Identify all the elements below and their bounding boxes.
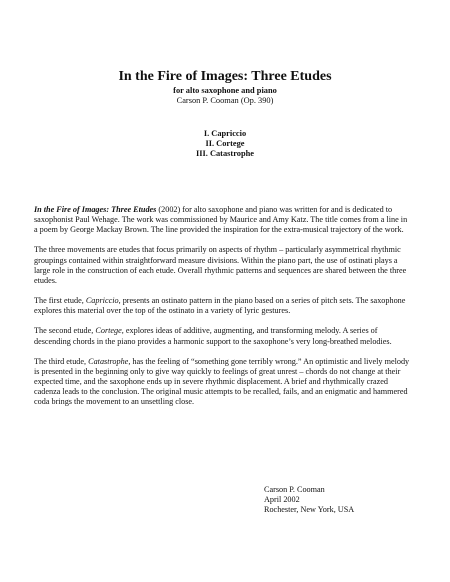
signature-name: Carson P. Cooman (264, 485, 325, 494)
signature-date: April 2002 (264, 495, 300, 505)
page-subtitle: for alto saxophone and piano (173, 86, 277, 95)
paragraph-text: , has the feeling of “something gone terribly wrong.” An optimistic and lively melody is presented in the beginning only to give way quickly to feelings of great unrest – chords do not change at their expected time, and the saxophone ends up in severe rhythmic displacement. A brief and rhythmically crazed cadenza leads to the conclusion. The original music attempts to be recalled, fails, and an enigmatic and hammered coda brings the movement to an unsettling close. (34, 356, 410, 407)
movement-item: II. Cortege (205, 139, 245, 149)
paragraph-text: (2002) for alto saxophone and piano was written for and is dedicated to saxophonist Paul Wehage. The work was commissioned by Maurice and Amy Katz. The title comes from a line in a poem by George Mackay Brown. The line provided the inspiration for the extra-musical trajectory of the work. (34, 205, 408, 235)
paragraph-text: The first etude, (34, 296, 86, 306)
movement-name-italic: Cortege (95, 326, 122, 336)
movement-item: III. Catastrophe (195, 149, 254, 159)
signature-block (264, 485, 354, 516)
paragraph-second-etude (34, 326, 412, 346)
paragraph-intro (34, 205, 412, 235)
composer-line: Carson P. Cooman (Op. 390) (176, 96, 274, 105)
program-notes (34, 205, 412, 418)
paragraph-text: The second etude, (34, 326, 96, 336)
movement-name-italic: Capriccio (85, 296, 119, 306)
title-block (0, 68, 450, 106)
paragraph-movements-overview: The three movements are etudes that focus primarily on aspects of rhythm – particularly asymmetrical rhythmic groupings contained within straightforward measure divisions. Within the piano part, the use of ostinati plays a large role in the construction of each etude. Overall rhythmic patterns and sequences are shared between the three etudes. (34, 245, 407, 285)
paragraph-text: The third etude, (34, 356, 89, 366)
paragraph-text: , presents an ostinato pattern in the piano based on a series of pitch sets. The saxophone explores this material over the top of the ostinato in a variety of lyric gestures. (34, 296, 406, 316)
signature-place: Rochester, New York, USA (264, 505, 355, 515)
movement-name-italic: Catastrophe (88, 356, 129, 366)
paragraph-text: , explores ideas of additive, augmenting, and transforming melody. A series of descending chords in the piano provides a harmonic support to the saxophone’s very long-breathed melodies. (34, 326, 392, 346)
paragraph-first-etude (34, 296, 412, 316)
work-title-italic: In the Fire of Images: Three Etudes (34, 205, 157, 214)
paragraph-third-etude (34, 357, 412, 408)
page-title: In the Fire of Images: Three Etudes (118, 69, 332, 84)
movement-item: I. Capriccio (203, 129, 247, 138)
movements-list (0, 129, 450, 160)
